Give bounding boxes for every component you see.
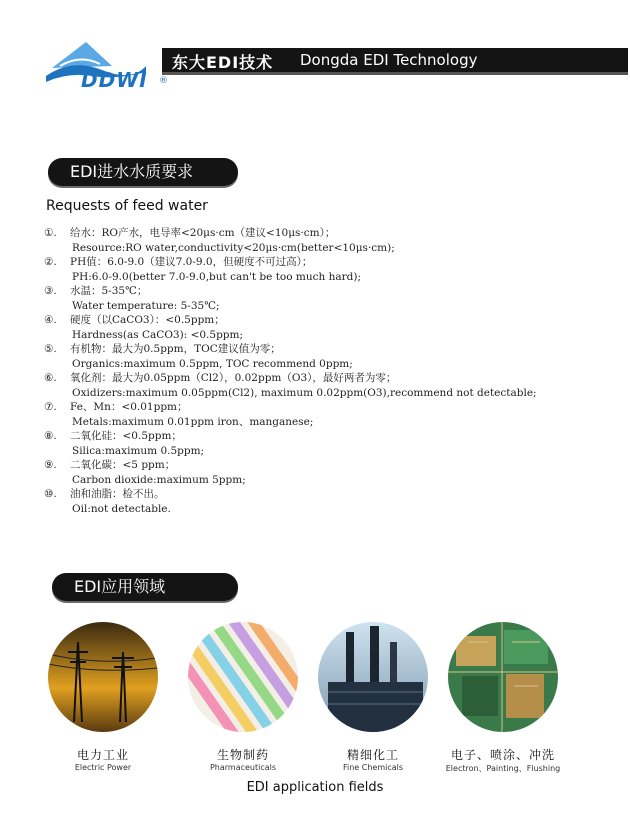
item-number: ①. — [44, 227, 57, 239]
item-text-zh: 氧化剂：最大为0.05ppm（Cl2），0.02ppm（O3），最好两者为零； — [70, 372, 397, 384]
requirement-item — [44, 342, 604, 371]
item-text-zh: PH值：6.0-9.0（建议7.0-9.0，但硬度不可过高）； — [70, 256, 313, 268]
item-number: ②. — [44, 256, 57, 268]
item-text-zh: 二氧化碳：<5 ppm； — [70, 459, 176, 471]
item-text-en: Water temperature: 5-35℃; — [72, 299, 220, 312]
item-number: ④. — [44, 314, 57, 326]
item-number: ⑥. — [44, 372, 57, 384]
footer-caption: EDI application fields — [246, 780, 384, 795]
item-text-zh: 硬度（以CaCO3）：<0.5ppm； — [70, 314, 225, 326]
requirement-item — [44, 284, 604, 313]
requirement-item — [44, 255, 604, 284]
item-text-zh: 给水：RO产水，电导率<20μs·cm（建议<10μs·cm）； — [70, 227, 336, 239]
title-zh: 东大EDI技术 — [172, 53, 274, 72]
item-number: ⑦. — [44, 401, 57, 413]
field-fine-chemicals — [310, 622, 436, 772]
section-applications-pill: EDI应用领域 — [52, 573, 238, 601]
registered-mark: ® — [159, 76, 168, 86]
item-text-en: Organics:maximum 0.5ppm, TOC recommend 0ppm; — [72, 357, 353, 370]
field-label-en: Fine Chemicals — [342, 763, 404, 772]
field-pharmaceuticals — [180, 622, 306, 772]
item-text-en: Oxidizers:maximum 0.05ppm(Cl2), maximum 0.02ppm(O3),recommend not detectable; — [72, 386, 537, 399]
requirement-item — [44, 429, 604, 458]
field-label-zh: 电子、喷涂、冲洗 — [450, 748, 555, 762]
ddwi-logo — [42, 36, 168, 100]
requirement-item — [44, 458, 604, 487]
application-fields — [40, 622, 600, 772]
item-text-zh: Fe、Mn：<0.01ppm； — [70, 401, 188, 413]
item-text-zh: 有机物：最大为0.5ppm，TOC建议值为零； — [70, 343, 281, 355]
item-text-zh: 水温：5-35℃； — [70, 285, 148, 297]
item-number: ⑤. — [44, 343, 57, 355]
item-text-en: Metals:maximum 0.01ppm iron、manganese; — [72, 415, 314, 428]
requirements-heading: Requests of feed water — [46, 198, 208, 214]
title-en: Dongda EDI Technology — [300, 51, 478, 69]
item-number: ⑩. — [44, 488, 57, 500]
requirement-item — [44, 226, 604, 255]
test-tubes-image — [188, 622, 298, 732]
item-number: ③. — [44, 285, 57, 297]
title-bar — [162, 48, 628, 75]
field-label-en: Pharmaceuticals — [209, 763, 277, 772]
field-electric-power — [40, 622, 166, 772]
item-text-en: Silica:maximum 0.5ppm; — [72, 444, 205, 457]
logo-text: DDWI — [81, 68, 148, 92]
requirements-list — [44, 226, 604, 516]
section-requirements-pill: EDI进水水质要求 — [48, 158, 238, 186]
power-lines-image — [48, 622, 158, 732]
item-text-en: Oil:not detectable. — [72, 502, 171, 515]
item-text-en: Hardness(as CaCO3): <0.5ppm; — [72, 328, 244, 341]
item-text-en: Carbon dioxide:maximum 5ppm; — [72, 473, 246, 486]
field-electronics — [440, 622, 566, 774]
item-text-en: PH:6.0-9.0(better 7.0-9.0,but can't be too much hard); — [72, 270, 361, 283]
requirement-item — [44, 400, 604, 429]
requirement-item — [44, 487, 604, 516]
item-text-zh: 二氧化硅：<0.5ppm； — [70, 430, 182, 442]
circuit-board-image — [448, 622, 558, 732]
item-number: ⑧. — [44, 430, 57, 442]
item-text-en: Resource:RO water,conductivity<20μs·cm(better<10μs·cm); — [72, 241, 395, 254]
chemical-plant-image — [318, 622, 428, 732]
field-label-zh: 电力工业 — [76, 748, 129, 762]
field-label-en: Electron、Painting、Flushing — [445, 764, 561, 773]
field-label-zh: 精细化工 — [346, 748, 399, 762]
requirement-item — [44, 313, 604, 342]
item-number: ⑨. — [44, 459, 57, 471]
field-label-en: Electric Power — [74, 763, 132, 772]
item-text-zh: 油和油脂：检不出。 — [70, 488, 165, 500]
requirement-item — [44, 371, 604, 400]
field-label-zh: 生物制药 — [216, 748, 269, 762]
